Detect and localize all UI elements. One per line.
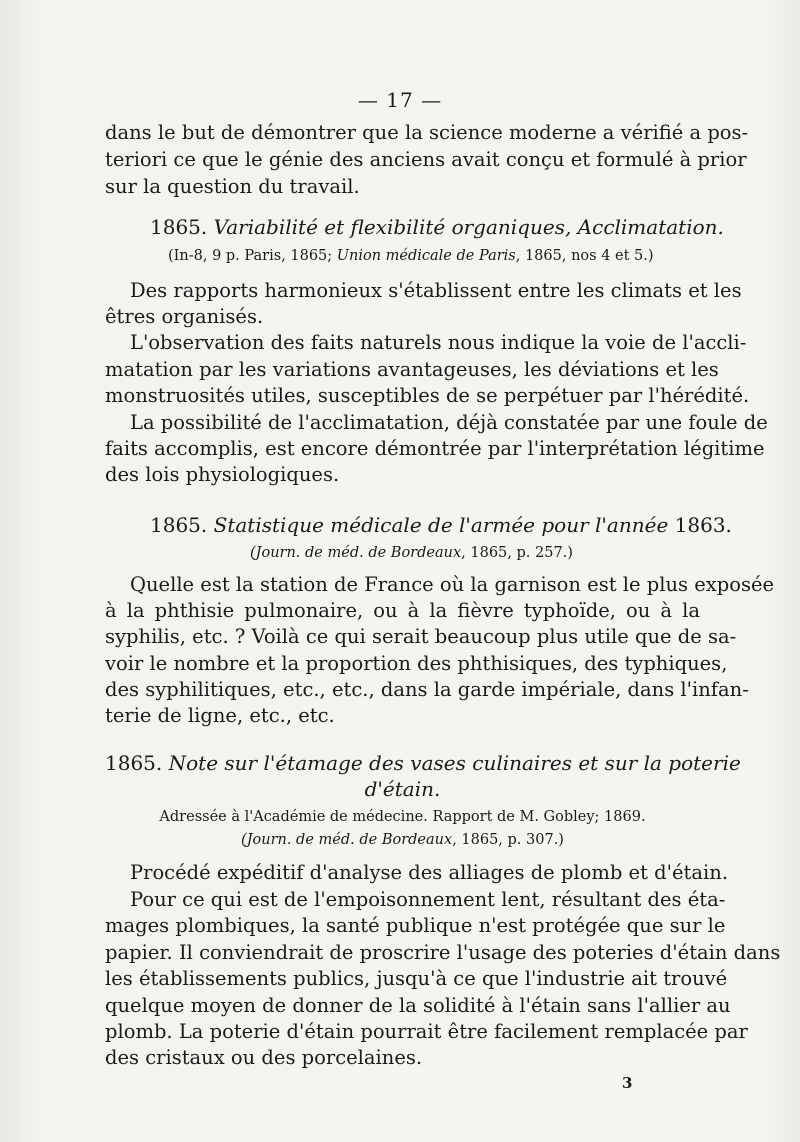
entry-3-citation bbox=[105, 830, 700, 850]
entry-2-citation-journal: (Journ. de méd. de Bordeaux bbox=[250, 545, 462, 561]
entry-2-line-6: terie de ligne, etc., etc. bbox=[105, 704, 335, 727]
entry-3-citation-journal: (Journ. de méd. de Bordeaux bbox=[241, 832, 453, 848]
entry-1-line-4: matation par les variations avantageuses, les déviations et les bbox=[105, 358, 719, 381]
entry-1-heading bbox=[150, 214, 724, 240]
entry-1-line-8: des lois physiologiques. bbox=[105, 463, 340, 486]
entry-3-line-2: Pour ce qui est de l'empoisonnement lent, résultant des éta- bbox=[130, 888, 726, 911]
entry-3-year: 1865. bbox=[105, 751, 163, 775]
entry-2-citation bbox=[250, 543, 650, 563]
intro-line-2: teriori ce que le génie des anciens avait conçu et formulé à prior bbox=[105, 148, 747, 171]
entry-1-citation-journal: Union médicale de Paris bbox=[336, 248, 516, 264]
entry-2-line-5: des syphilitiques, etc., etc., dans la garde impériale, dans l'infan- bbox=[105, 678, 749, 701]
entry-1-line-5: monstruosités utiles, susceptibles de se perpétuer par l'hérédité. bbox=[105, 384, 750, 407]
entry-3-line-4: papier. Il conviendrait de proscrire l'usage des poteries d'étain dans bbox=[105, 941, 781, 964]
entry-3-note: Adressée à l'Académie de médecine. Rapport de M. Gobley; 1869. bbox=[159, 809, 646, 825]
entry-3-line-5: les établissements publics, jusqu'à ce que l'industrie ait trouvé bbox=[105, 967, 728, 990]
entry-3-citation-suffix: , 1865, p. 307.) bbox=[452, 832, 564, 848]
entry-3-title-line-1: Note sur l'étamage des vases culinaires et sur la poterie bbox=[168, 751, 741, 775]
entry-3-line-8: des cristaux ou des porcelaines. bbox=[105, 1046, 423, 1069]
entry-2-title-year: 1863. bbox=[668, 513, 732, 537]
entry-2-line-1: Quelle est la station de France où la garnison est le plus exposée bbox=[130, 573, 775, 596]
entry-3-title-line-2: d'étain. bbox=[364, 777, 441, 801]
entry-2-citation-suffix: , 1865, p. 257.) bbox=[461, 545, 573, 561]
signature-mark: 3 bbox=[622, 1074, 633, 1092]
entry-2-line-2: à la phthisie pulmonaire, ou à la fièvre typhoïde, ou à la bbox=[105, 599, 700, 622]
entry-1-line-7: faits accomplis, est encore démontrée par l'interprétation légitime bbox=[105, 437, 765, 460]
entry-3-heading bbox=[105, 750, 741, 776]
entry-3-line-6: quelque moyen de donner de la solidité à l'étain sans l'allier au bbox=[105, 994, 731, 1017]
entry-2-title: Statistique médicale de l'armée pour l'année bbox=[213, 513, 669, 537]
entry-3-line-1: Procédé expéditif d'analyse des alliages de plomb et d'étain. bbox=[130, 861, 728, 884]
entry-1-line-3: L'observation des faits naturels nous indique la voie de l'accli- bbox=[130, 331, 747, 354]
entry-2-heading bbox=[150, 512, 732, 538]
entry-1-citation-suffix: , 1865, nos 4 et 5.) bbox=[515, 248, 654, 264]
entry-2-line-4: voir le nombre et la proportion des phthisiques, des typhiques, bbox=[105, 652, 728, 675]
entry-1-year: 1865. bbox=[150, 215, 208, 239]
entry-1-citation bbox=[168, 246, 688, 266]
intro-line-3: sur la question du travail. bbox=[105, 175, 360, 198]
entry-3-line-7: plomb. La poterie d'étain pourrait être facilement remplacée par bbox=[105, 1020, 748, 1043]
entry-3-line-3: mages plombiques, la santé publique n'est protégée que sur le bbox=[105, 914, 726, 937]
entry-3-title-line-2-row bbox=[105, 776, 700, 802]
entry-2-line-3: syphilis, etc. ? Voilà ce qui serait beaucoup plus utile que de sa- bbox=[105, 625, 737, 648]
intro-line-1: dans le but de démontrer que la science moderne a vérifié a pos- bbox=[105, 121, 749, 144]
entry-2-year: 1865. bbox=[150, 513, 208, 537]
entry-1-line-1: Des rapports harmonieux s'établissent entre les climats et les bbox=[130, 279, 742, 302]
entry-1-line-2: êtres organisés. bbox=[105, 305, 264, 328]
entry-1-citation-prefix: (In-8, 9 p. Paris, 1865; bbox=[168, 248, 337, 264]
page-number: — 17 — bbox=[357, 88, 443, 112]
entry-1-title: Variabilité et flexibilité organiques, Acclimatation. bbox=[213, 215, 724, 239]
entry-1-line-6: La possibilité de l'acclimatation, déjà constatée par une foule de bbox=[130, 411, 768, 434]
